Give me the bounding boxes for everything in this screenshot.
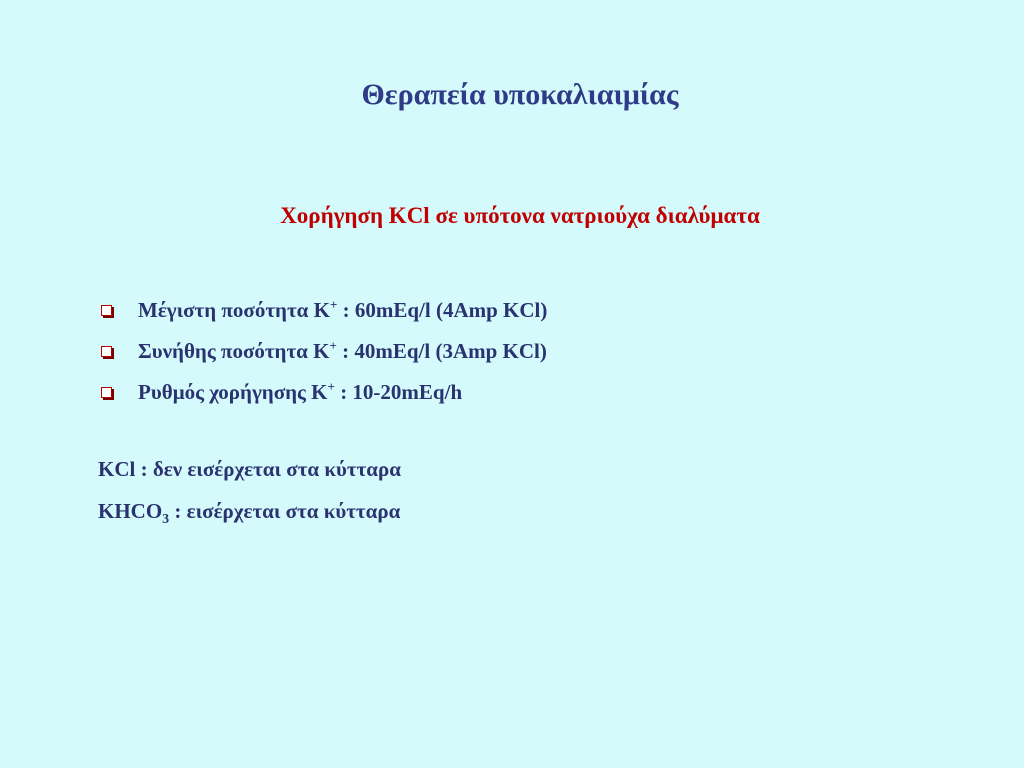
bullet-text xyxy=(138,339,547,364)
bullet-text xyxy=(138,298,547,323)
note-line-kcl xyxy=(98,449,401,491)
superscript-plus: + xyxy=(329,297,338,312)
bullet-text-value: : 10-20mEq/h xyxy=(334,380,463,404)
bullet-item xyxy=(98,331,547,372)
note-text-rest: : εισέρχεται στα κύτταρα xyxy=(169,499,401,523)
bullet-list xyxy=(98,290,547,413)
checkbox-square-icon xyxy=(101,387,112,398)
bullet-text-value: : 60mEq/l (4Amp KCl) xyxy=(337,298,548,322)
subscript-three: 3 xyxy=(162,512,170,527)
note-text: KCl : δεν εισέρχεται στα κύτταρα xyxy=(98,457,401,481)
slide-subtitle: Χορήγηση KCl σε υπότονα νατριούχα διαλύματα xyxy=(280,203,760,228)
checkbox-square-icon xyxy=(101,305,112,316)
note-line-khco3 xyxy=(98,491,401,533)
bullet-text xyxy=(138,380,462,405)
note-text-main: KHCO xyxy=(98,499,163,523)
bullet-text-main: Μέγιστη ποσότητα K xyxy=(138,298,330,322)
notes-block xyxy=(98,449,401,533)
bullet-text-value: : 40mEq/l (3Amp KCl) xyxy=(336,339,547,363)
slide-title: Θεραπεία υποκαλιαιμίας xyxy=(361,78,679,111)
bullet-item xyxy=(98,290,547,331)
checkbox-square-icon xyxy=(101,346,112,357)
bullet-item xyxy=(98,372,547,413)
bullet-text-main: Συνήθης ποσότητα K xyxy=(138,339,330,363)
superscript-plus: + xyxy=(329,338,337,353)
bullet-text-main: Ρυθμός χορήγησης K xyxy=(138,380,328,404)
superscript-plus: + xyxy=(327,379,335,394)
